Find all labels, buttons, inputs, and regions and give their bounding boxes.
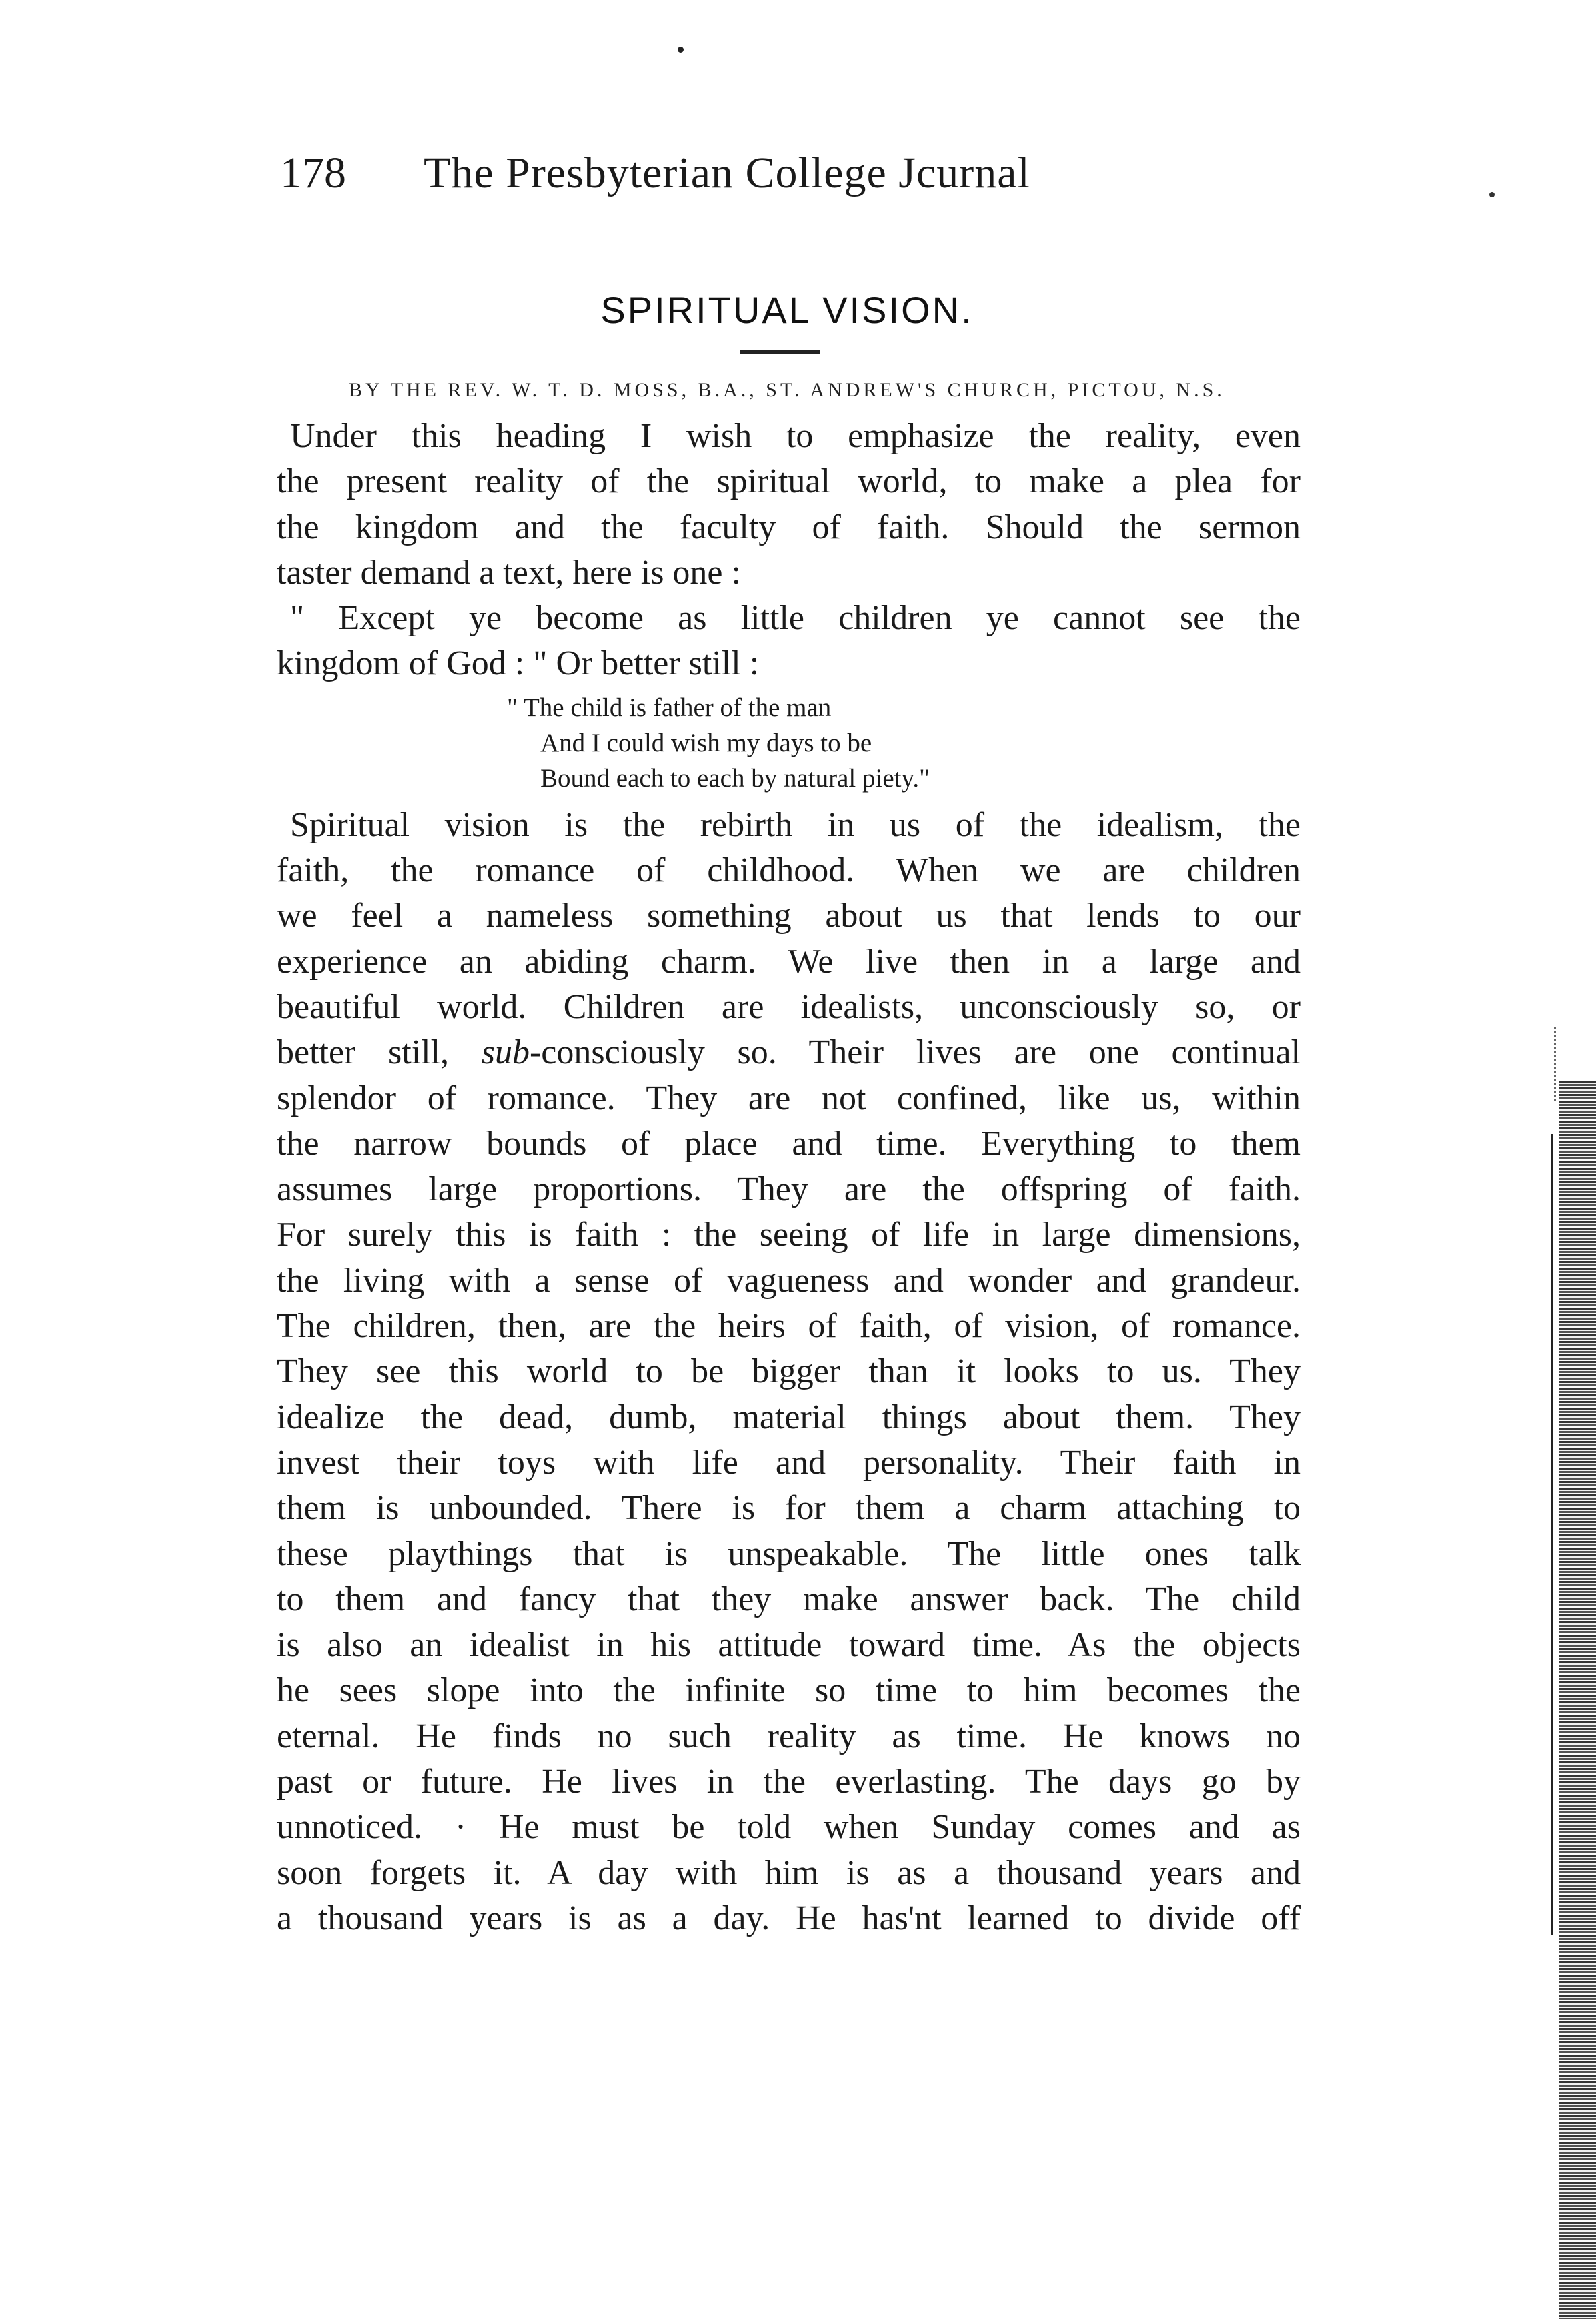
body-line: them is unbounded. There is for them a charm attaching to xyxy=(277,1489,1301,1528)
article-body xyxy=(277,414,1301,1941)
verse-quotation xyxy=(277,687,1301,803)
article-byline: BY THE REV. W. T. D. MOSS, B.A., ST. ANDREW'S CHURCH, PICTOU, N.S. xyxy=(349,379,1225,401)
printer-mark xyxy=(1489,192,1495,197)
scan-edge-line xyxy=(1551,1134,1553,1935)
body-line: splendor of romance. They are not confined, like us, within xyxy=(277,1079,1301,1117)
body-line: we feel a nameless something about us that lends to our xyxy=(277,897,1301,935)
body-line: the narrow bounds of place and time. Everything to them xyxy=(277,1124,1301,1163)
printer-dot xyxy=(678,47,684,53)
journal-title: The Presbyterian College Jcurnal xyxy=(424,149,1030,197)
body-line: assumes large proportions. They are the offspring of faith. xyxy=(277,1170,1301,1209)
running-head xyxy=(280,143,1227,203)
article-title: SPIRITUAL VISION. xyxy=(600,289,974,331)
body-line: invest their toys with life and personality. Their faith in xyxy=(277,1443,1301,1482)
body-line: beautiful world. Children are idealists, unconsciously so, or xyxy=(277,987,1301,1026)
body-line: he sees slope into the infinite so time to him becomes the xyxy=(277,1671,1301,1710)
body-line: the living with a sense of vagueness and wonder and grandeur. xyxy=(277,1261,1301,1300)
intro-line: the kingdom and the faculty of faith. Should the sermon xyxy=(277,508,1301,546)
body-line: better still, sub-consciously so. Their lives are one continual xyxy=(277,1033,1301,1072)
body-line: soon forgets it. A day with him is as a thousand years and xyxy=(277,1853,1301,1892)
intro-line: taster demand a text, here is one : xyxy=(277,553,741,592)
body-line: eternal. He finds no such reality as time. He knows no xyxy=(277,1717,1301,1755)
verse-line: And I could wish my days to be xyxy=(540,728,872,757)
verse-line: Bound each to each by natural piety." xyxy=(540,763,930,793)
body-line: is also an idealist in his attitude toward time. As the objects xyxy=(277,1626,1301,1665)
intro-line: the present reality of the spiritual world, to make a plea for xyxy=(277,462,1301,501)
body-line: idealize the dead, dumb, material things about them. They xyxy=(277,1398,1301,1436)
body-line: these playthings that is unspeakable. The little ones talk xyxy=(277,1534,1301,1573)
title-rule xyxy=(740,350,820,354)
body-line: past or future. He lives in the everlasting. The days go by xyxy=(277,1763,1301,1801)
body-line: For surely this is faith : the seeing of life in large dimensions, xyxy=(277,1216,1301,1254)
body-line: unnoticed. · He must be told when Sunday comes and as xyxy=(277,1808,1301,1847)
body-line: experience an abiding charm. We live then in a large and xyxy=(277,942,1301,981)
scan-binding-edge xyxy=(1551,1081,1596,2319)
italic-emphasis: sub xyxy=(481,1033,530,1072)
body-line: faith, the romance of childhood. When we are children xyxy=(277,851,1301,890)
verse-line: " The child is father of the man xyxy=(507,692,832,722)
intro-line: " Except ye become as little children ye cannot see the xyxy=(290,599,1301,638)
body-line: to them and fancy that they make answer back. The child xyxy=(277,1580,1301,1618)
page-number: 178 xyxy=(280,149,346,197)
body-line: Spiritual vision is the rebirth in us of the idealism, the xyxy=(290,805,1301,844)
scan-edge-strip xyxy=(1559,1081,1596,2319)
intro-line: Under this heading I wish to emphasize the reality, even xyxy=(290,417,1301,455)
body-line: The children, then, are the heirs of faith, of vision, of romance. xyxy=(277,1307,1301,1346)
body-line: They see this world to be bigger than it looks to us. They xyxy=(277,1352,1301,1391)
intro-line: kingdom of God : " Or better still : xyxy=(277,644,760,683)
body-line: a thousand years is as a day. He has'nt learned to divide off xyxy=(277,1899,1301,1937)
